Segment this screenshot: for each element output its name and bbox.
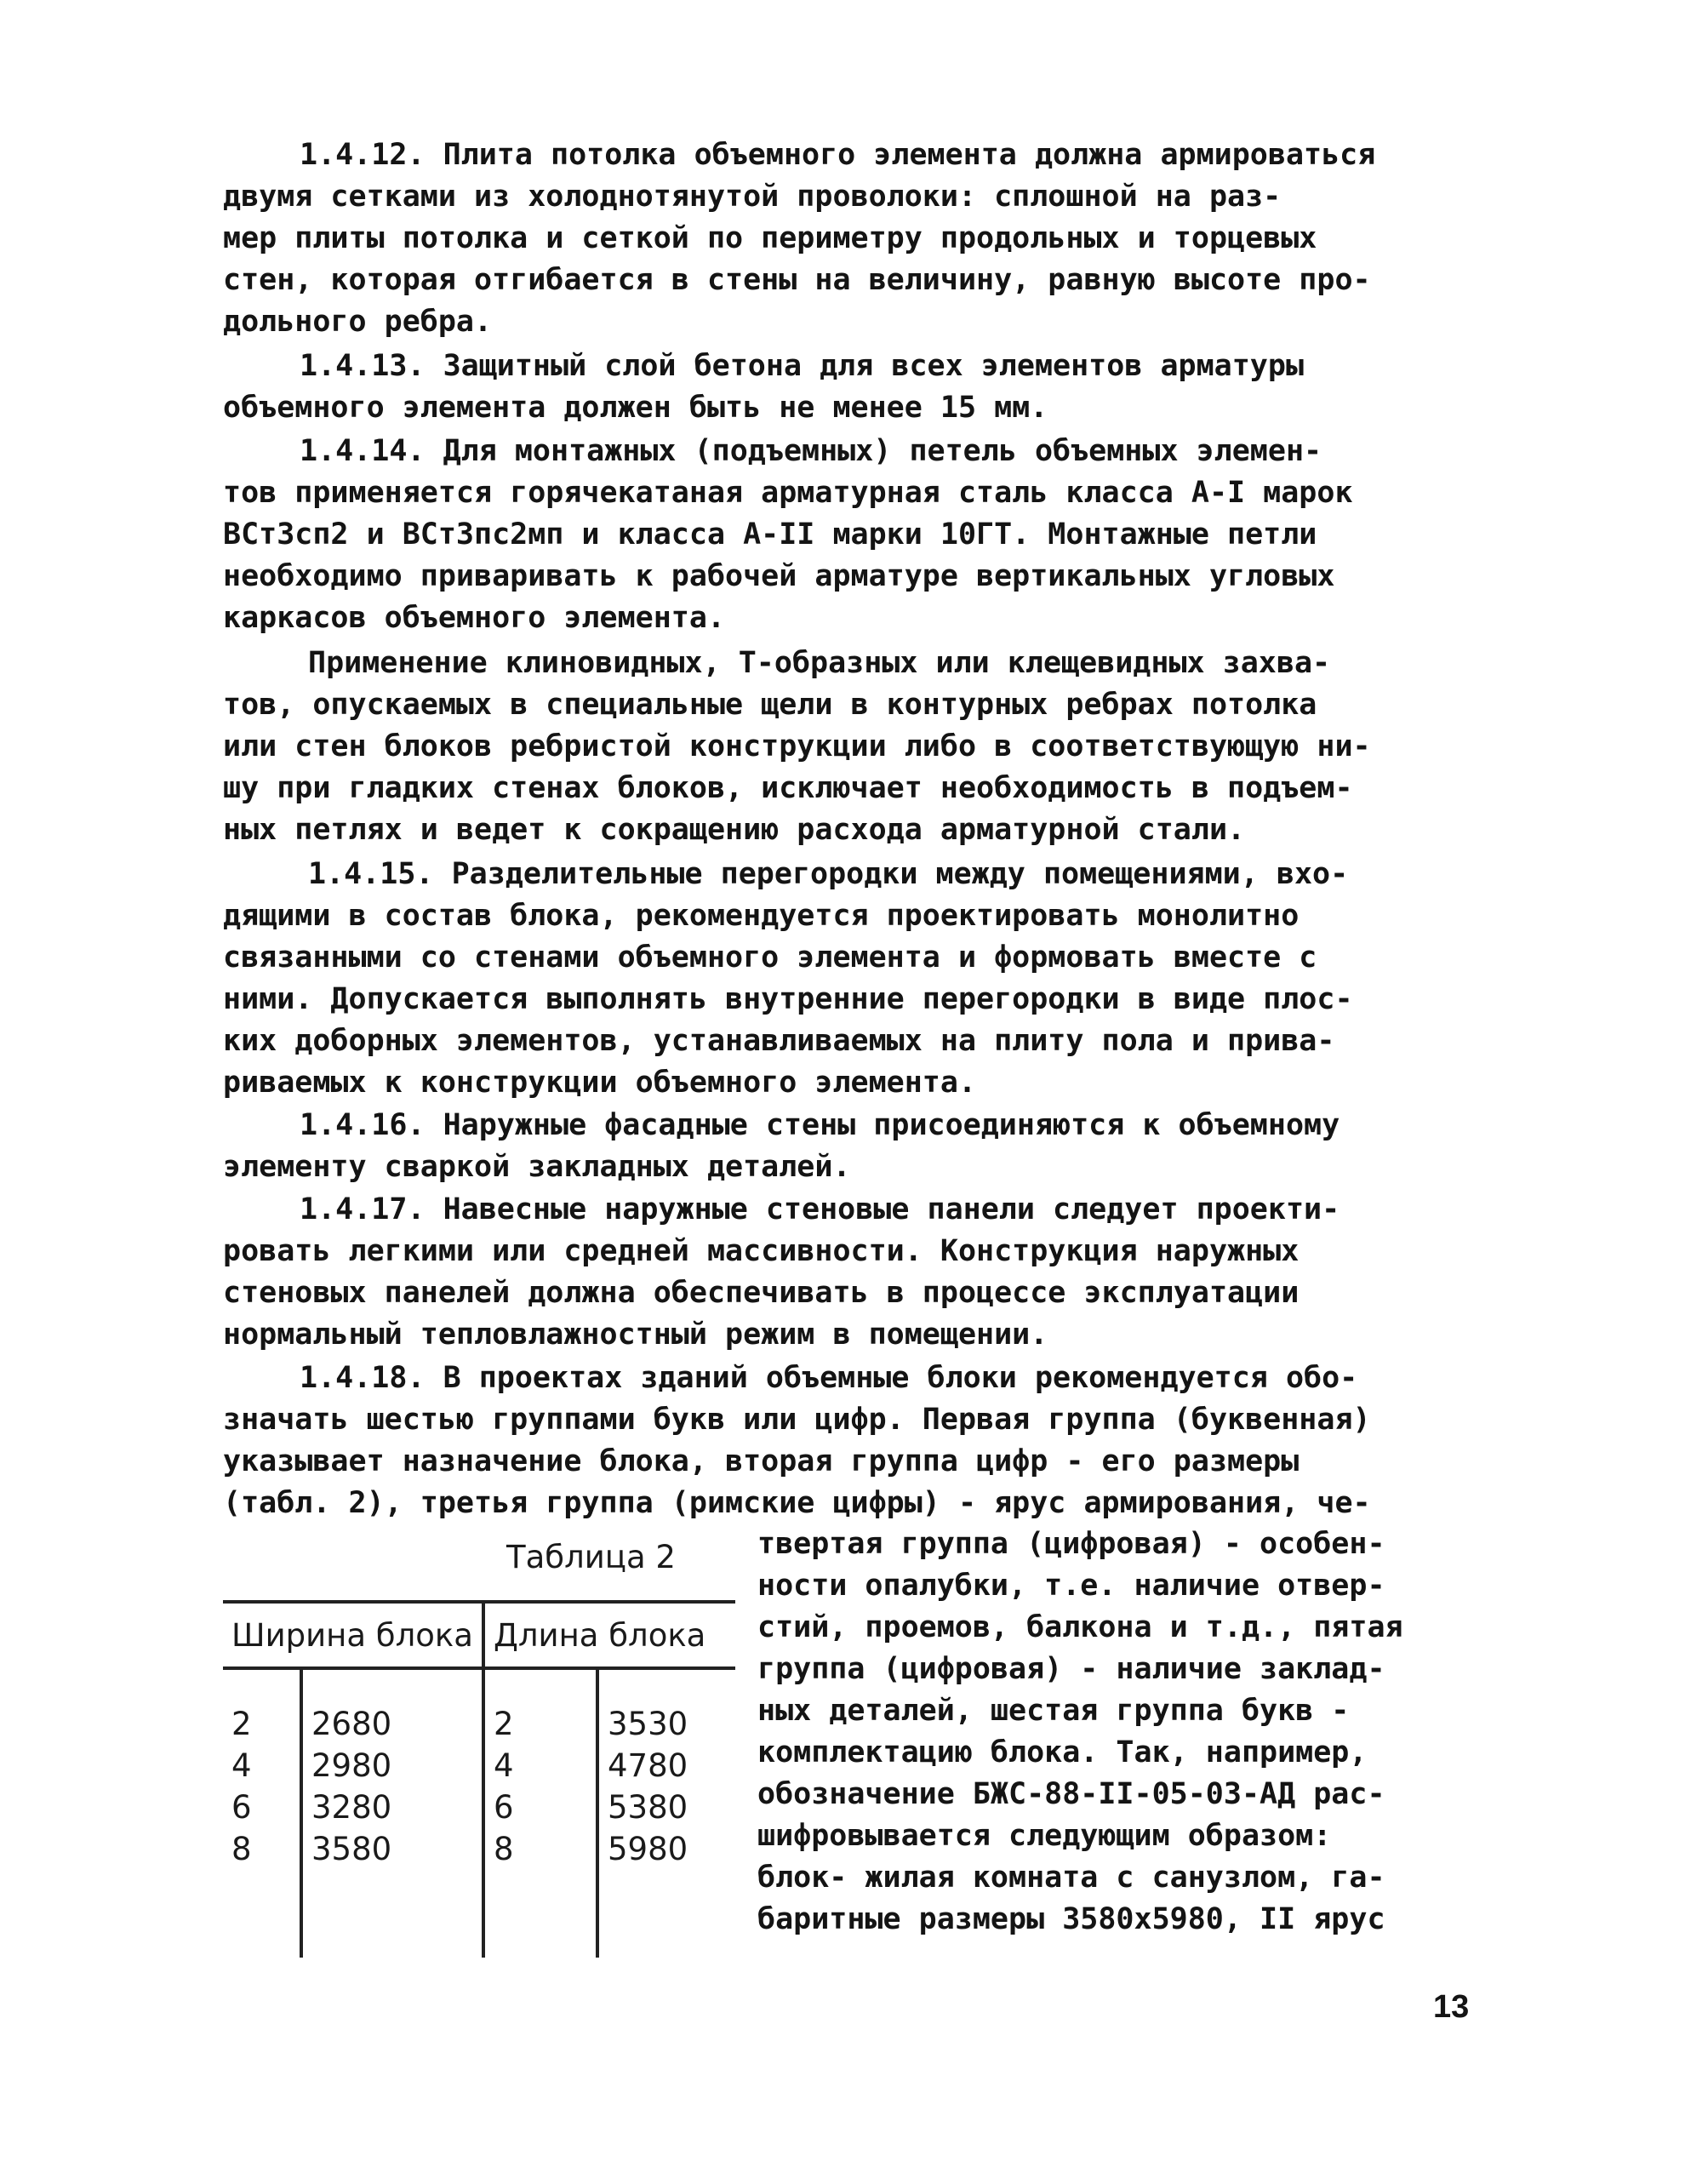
table-cell: 3580 xyxy=(301,1831,483,1872)
table-row xyxy=(223,1789,735,1831)
table-cell: 8 xyxy=(483,1831,597,1872)
table-cell: 4780 xyxy=(608,1747,688,1784)
paragraph-1-4-15 xyxy=(223,854,1476,1104)
text-line: 1.4.15. Разделительные перегородки между помещениями, вхо- xyxy=(308,857,1349,891)
table-cell: 3280 xyxy=(301,1789,483,1831)
text-line: связанными со стенами объемного элемента и формовать вместе с xyxy=(223,940,1317,975)
table-empty-row xyxy=(223,1872,735,1958)
text-line: 1.4.12. Плита потолка объемного элемента должна армироваться xyxy=(300,138,1376,172)
table-cell: 6 xyxy=(223,1789,301,1831)
table-caption: Таблица 2 xyxy=(506,1539,676,1575)
text-line: риваемых к конструкции объемного элемента. xyxy=(223,1066,977,1100)
text-line: элементу сваркой закладных деталей. xyxy=(223,1150,851,1184)
text-line: или стен блоков ребристой конструкции либо в соответствующую ни- xyxy=(223,729,1371,763)
text-line: 1.4.17. Навесные наружные стеновые панели следует проекти- xyxy=(300,1192,1340,1226)
paragraph-1-4-14 xyxy=(223,431,1476,639)
text-line: тов, опускаемых в специальные щели в контурных ребрах потолка xyxy=(223,688,1317,722)
text-line: дольного ребра. xyxy=(223,305,493,339)
side-column-text xyxy=(757,1524,1476,1941)
block-size-table xyxy=(223,1600,735,1958)
header-length: Длина блока xyxy=(483,1602,735,1668)
table-row xyxy=(223,1831,735,1872)
table-cell: 2 xyxy=(483,1668,597,1747)
text-line: обозначение БЖС-88-II-05-03-АД рас- xyxy=(757,1777,1385,1811)
text-line: 1.4.14. Для монтажных (подъемных) петель объемных элемен- xyxy=(300,434,1322,468)
text-line: указывает назначение блока, вторая группа цифр - его размеры xyxy=(223,1444,1300,1478)
text-line: ности опалубки, т.е. наличие отвер- xyxy=(757,1569,1385,1603)
text-line: значать шестью группами букв или цифр. Первая группа (буквенная) xyxy=(223,1403,1371,1437)
text-line: шифровывается следующим образом: xyxy=(757,1819,1332,1853)
table-cell: 4 xyxy=(223,1747,301,1789)
text-line: тов применяется горячекатаная арматурная сталь класса A-I марок xyxy=(223,476,1353,510)
text-line: 1.4.16. Наружные фасадные стены присоединяются к объемному xyxy=(300,1108,1340,1142)
text-line: стен, которая отгибается в стены на величину, равную высоте про- xyxy=(223,263,1371,297)
text-line: ними. Допускается выполнять внутренние перегородки в виде плос- xyxy=(223,982,1353,1016)
table-cell: 4 xyxy=(483,1747,597,1789)
text-line: двумя сетками из холоднотянутой проволоки: сплошной на раз- xyxy=(223,180,1282,214)
page-number: 13 xyxy=(1433,1989,1470,2025)
paragraph-1-4-13 xyxy=(223,346,1476,429)
text-line: стеновых панелей должна обеспечивать в процессе эксплуатации xyxy=(223,1276,1300,1310)
table-row xyxy=(223,1668,735,1747)
table-row xyxy=(223,1747,735,1789)
header-width: Ширина блока xyxy=(223,1602,483,1668)
text-line: ных петлях и ведет к сокращению расхода арматурной стали. xyxy=(223,813,1246,847)
text-line: баритные размеры 3580x5980, II ярус xyxy=(757,1902,1385,1936)
text-line: Применение клиновидных, Т-образных или клещевидных захва- xyxy=(308,646,1331,680)
text-line: необходимо приваривать к рабочей арматуре вертикальных угловых xyxy=(223,559,1335,593)
table-cell: 5980 xyxy=(608,1831,688,1867)
text-line: комплектацию блока. Так, например, xyxy=(757,1735,1368,1769)
table-cell: 8 xyxy=(223,1831,301,1872)
text-line: ровать легкими или средней массивности. Конструкция наружных xyxy=(223,1234,1300,1268)
text-line: дящими в состав блока, рекомендуется проектировать монолитно xyxy=(223,899,1300,933)
paragraph-clamps xyxy=(223,643,1476,851)
text-line: шу при гладких стенах блоков, исключает необходимость в подъем- xyxy=(223,771,1353,805)
table-header-row xyxy=(223,1602,735,1668)
table-cell: 5380 xyxy=(608,1789,688,1826)
table-cell: 6 xyxy=(483,1789,597,1831)
text-line: твертая группа (цифровая) - особен- xyxy=(757,1527,1385,1561)
paragraph-1-4-17 xyxy=(223,1189,1476,1356)
table-cell: 3530 xyxy=(608,1706,688,1742)
text-line: 1.4.18. В проектах зданий объемные блоки рекомендуется обо- xyxy=(300,1361,1358,1395)
paragraph-1-4-16 xyxy=(223,1105,1476,1188)
text-line: нормальный тепловлажностный режим в помещении. xyxy=(223,1318,1048,1352)
text-line: блок- жилая комната с санузлом, га- xyxy=(757,1861,1385,1895)
table-cell: 2980 xyxy=(301,1747,483,1789)
text-line: (табл. 2), третья группа (римские цифры) - ярус армирования, че- xyxy=(223,1486,1371,1520)
text-line: каркасов объемного элемента. xyxy=(223,601,726,635)
table-cell: 2 xyxy=(223,1668,301,1747)
paragraph-1-4-18 xyxy=(223,1358,1476,1524)
text-line: ВСт3сп2 и ВСт3пс2мп и класса A-II марки 10ГТ. Монтажные петли xyxy=(223,517,1317,552)
text-line: стий, проемов, балкона и т.д., пятая xyxy=(757,1610,1403,1644)
text-line: группа (цифровая) - наличие заклад- xyxy=(757,1652,1385,1686)
text-line: мер плиты потолка и сеткой по периметру продольных и торцевых xyxy=(223,221,1317,255)
text-line: объемного элемента должен быть не менее 15 мм. xyxy=(223,391,1048,425)
table-cell: 2680 xyxy=(301,1668,483,1747)
text-line: ких доборных элементов, устанавливаемых на плиту пола и прива- xyxy=(223,1024,1335,1058)
text-line: 1.4.13. Защитный слой бетона для всех элементов арматуры xyxy=(300,349,1305,383)
paragraph-1-4-12 xyxy=(223,134,1552,343)
text-line: ных деталей, шестая группа букв - xyxy=(757,1694,1350,1728)
